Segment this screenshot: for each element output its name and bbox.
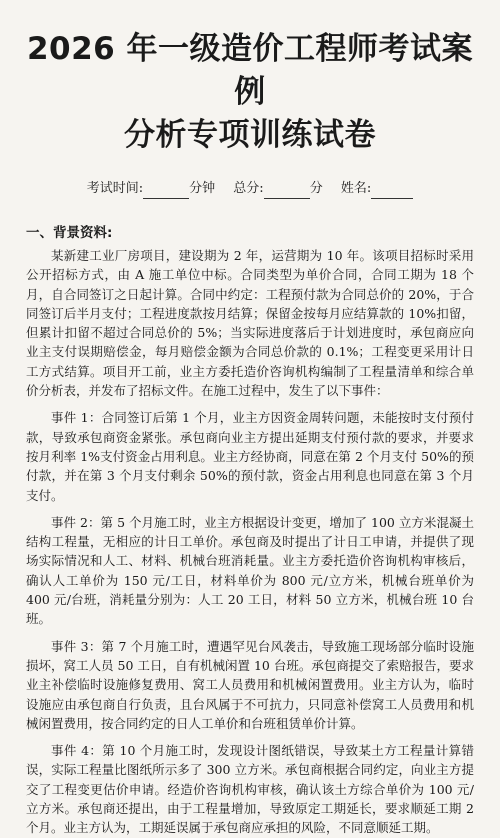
event-4-paragraph: 事件 4：第 10 个月施工时，发现设计图纸错误，导致某土方工程量计算错误，实际工程量比图纸所示多了 300 立方米。承包商根据合同约定，向业主方提交了工程变更估价申请。经造价咨询机构审核，确认该土方综合单价为 100 元/立方米。承包商还提出，由于工程量增加，导致原定工期延长，要求顺延工期 2 个月。业主方认为，工期延误属于承包商应承担的风险，不同意顺延工期。 xyxy=(26,743,474,836)
event-1-paragraph: 事件 1：合同签订后第 1 个月，业主方因资金周转问题，未能按时支付预付款，导致承包商资金紧张。承包商向业主方提出延期支付预付款的要求，并要求按月利率 1%支付资金占用利息。业主方经协商，同意在第 2 个月支付 50%的预付款，并在第 3 个月支付剩余 50%的预付款，资金占用利息也同意在第 3 个月支付。 xyxy=(26,410,474,503)
exam-info-row xyxy=(26,179,474,199)
score-blank[interactable] xyxy=(264,184,310,199)
name-label: 姓名: xyxy=(340,181,372,196)
section-title: 一、背景资料: xyxy=(26,225,113,241)
score-unit: 分 xyxy=(309,181,323,196)
score-label: 总分: xyxy=(233,181,264,196)
time-unit: 分钟 xyxy=(189,181,216,196)
title-line-1: 2026 年一级造价工程师考试案例 xyxy=(26,31,474,110)
time-label: 考试时间: xyxy=(86,181,144,196)
event-3-paragraph: 事件 3：第 7 个月施工时，遭遇罕见台风袭击，导致施工现场部分临时设施损坏，窝工人员 50 工日，自有机械闲置 10 台班。承包商提交了索赔报告，要求业主补偿临时设施修复费用、窝工人员费用和机械闲置费用。业主方认为，临时设施应由承包商自行负责，且台风属于不可抗力，只同意补偿窝工人员费用和机械闲置费用，按合同约定的日人工单价和台班租赁单价计算。 xyxy=(26,638,474,731)
background-paragraph: 某新建工业厂房项目，建设期为 2 年，运营期为 10 年。该项目招标时采用公开招标方式，由 A 施工单位中标。合同类型为单价合同，合同工期为 18 个月，自合同签订之日起计算。合同中约定：工程预付款为合同总价的 20%，于合同签订后半月支付；工程进度款按月结算；保留金按每月应结算款的 10%扣留，但累计扣留不超过合同总价的 5%；当实际进度落后于计划进度时，承包商应向业主支付误期赔偿金，每月赔偿金额为合同总价款的 0.1%；工程变更采用计日工方式结算。项目开工前，业主方委托造价咨询机构编制了工程量清单和综合单价分析表，并发布了招标文件。在施工过程中，发生了以下事件： xyxy=(26,248,474,399)
name-blank[interactable] xyxy=(371,184,413,199)
event-2-paragraph: 事件 2：第 5 个月施工时，业主方根据设计变更，增加了 100 立方米混凝土结构工程量，无相应的计日工单价。承包商及时提出了计日工申请，并提供了现场实际情况和人工、材料、机械台班消耗量。业主方委托造价咨询机构审核后，确认人工单价为 150 元/工日，材料单价为 800 元/立方米，机械台班单价为 400 元/台班，消耗量分别为：人工 20 工日，材料 50 立方米，机械台班 10 台班。 xyxy=(26,514,474,627)
page-title xyxy=(26,0,474,157)
time-blank[interactable] xyxy=(143,184,189,199)
title-line-2: 分析专项训练试卷 xyxy=(124,117,376,153)
